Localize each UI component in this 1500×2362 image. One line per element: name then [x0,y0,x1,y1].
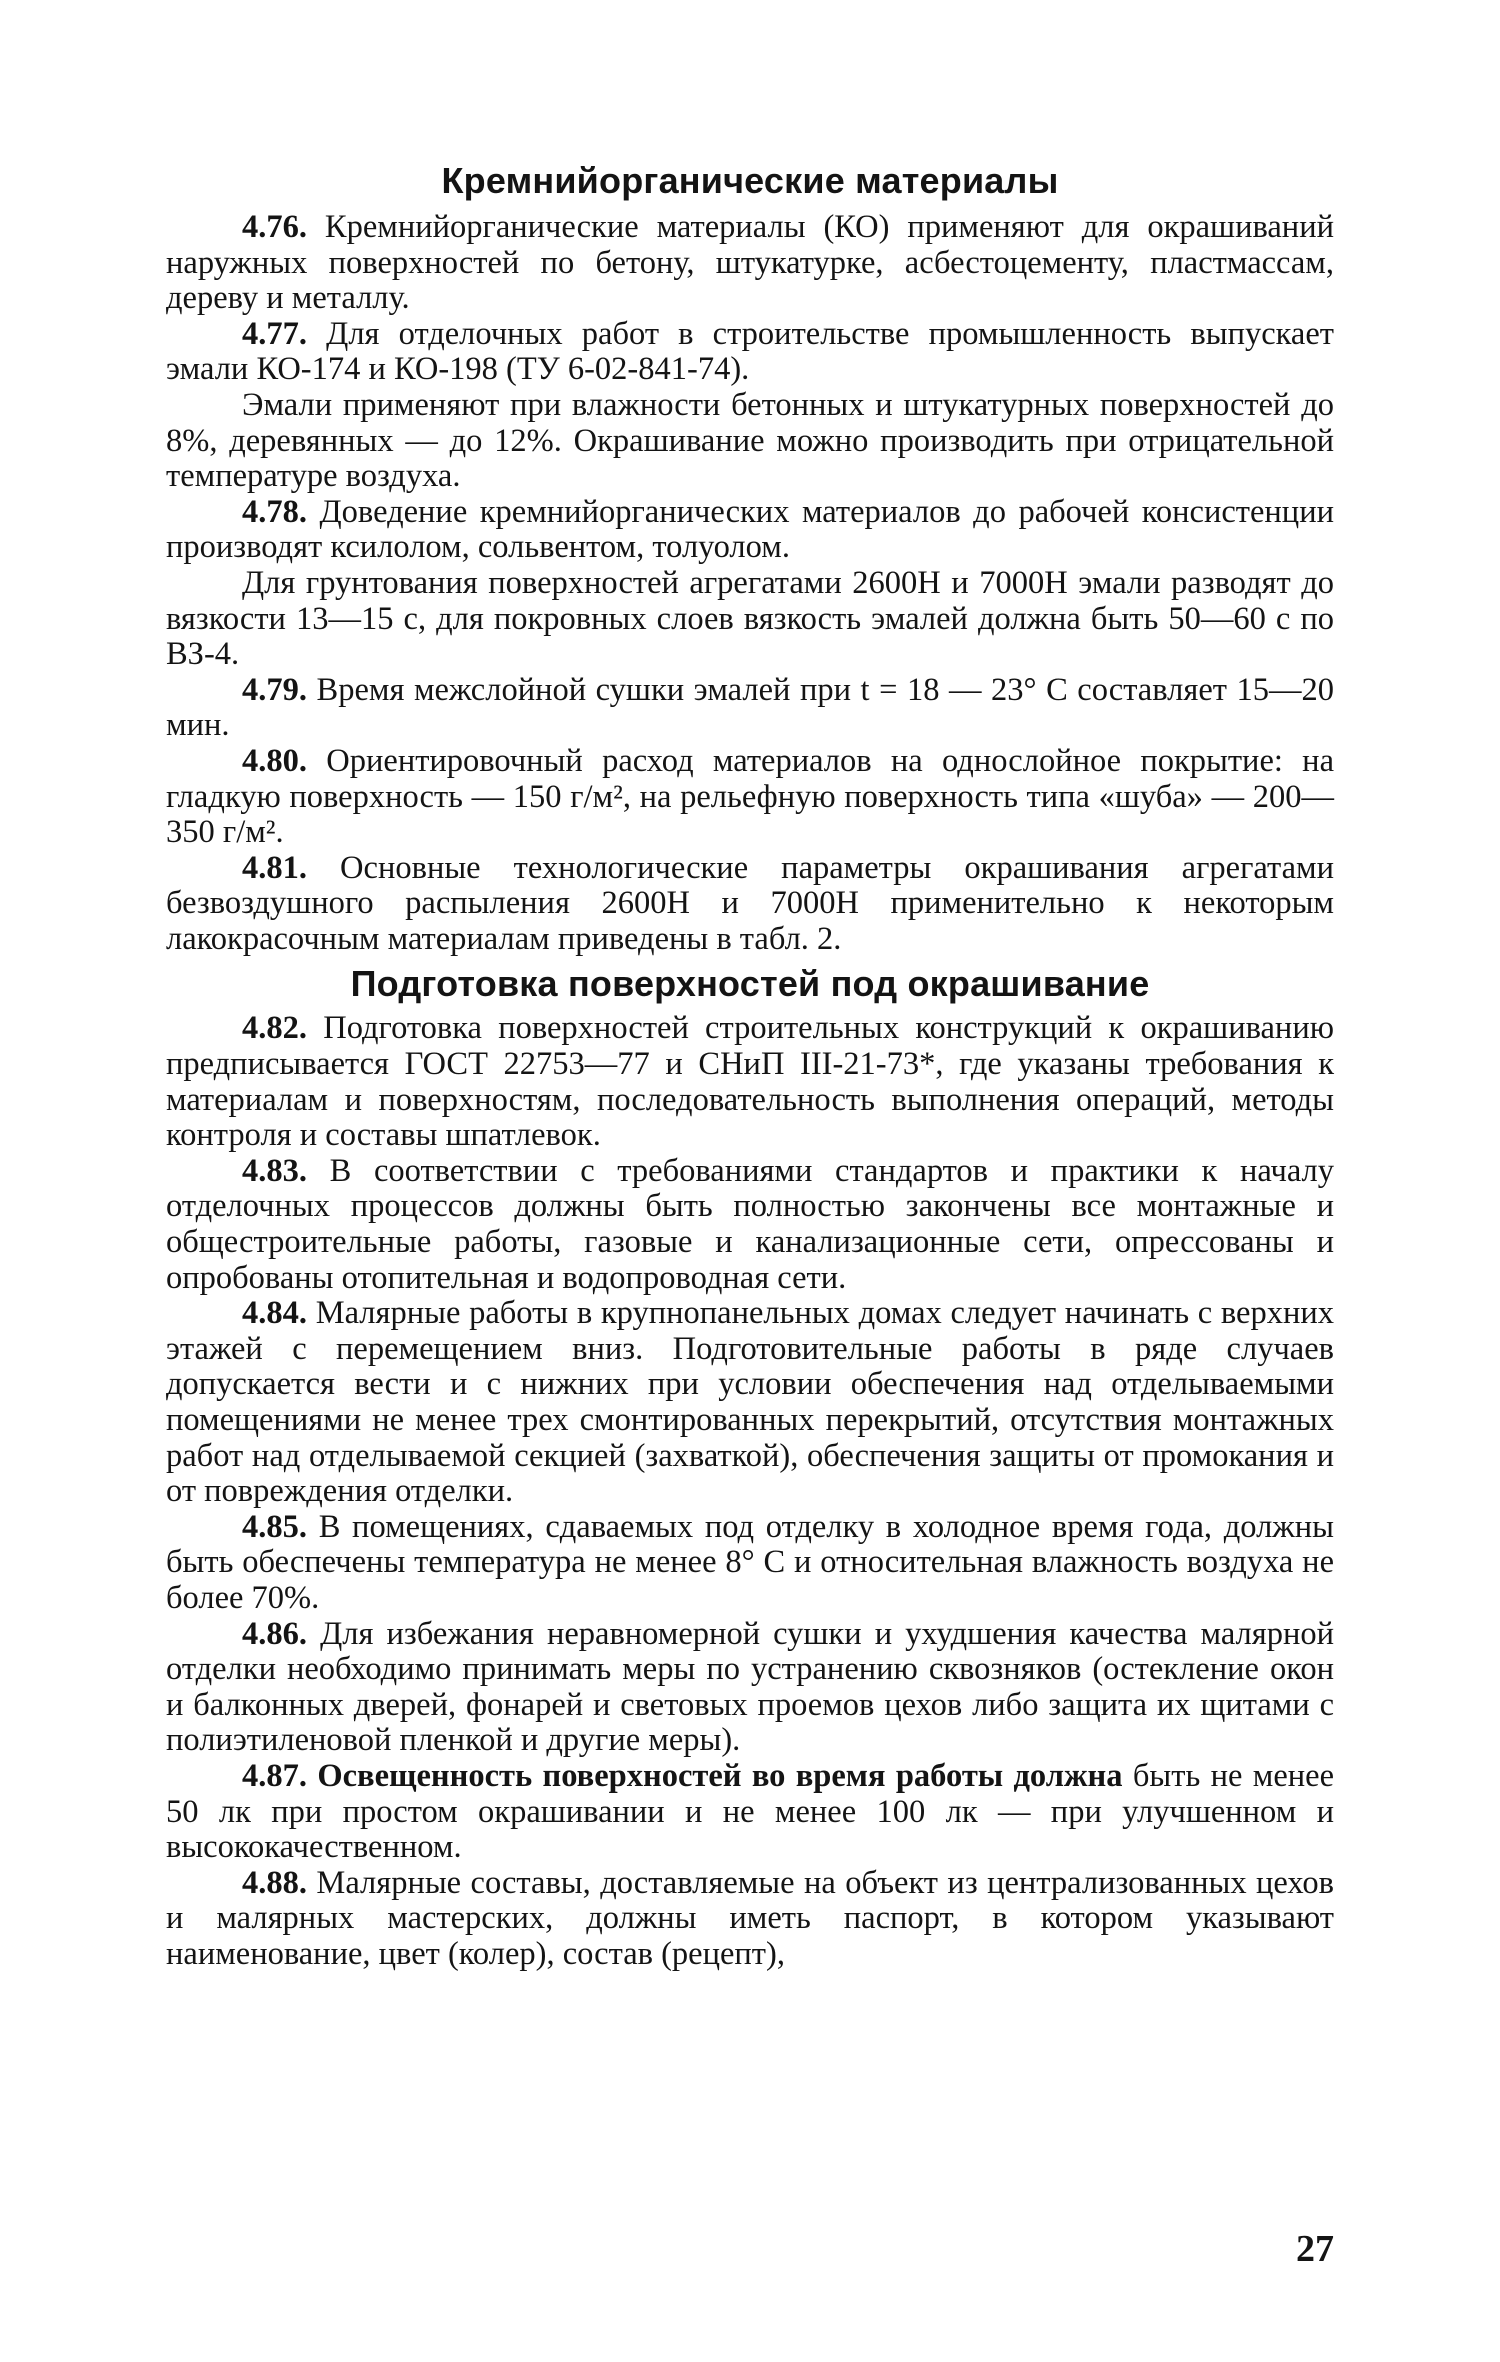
paragraph-4-86 [166,1617,1334,1759]
clause-number: 4.76. [242,209,307,245]
paragraph-4-83 [166,1154,1334,1296]
paragraph-4-77-cont [166,388,1334,495]
paragraph-4-84 [166,1296,1334,1510]
page-number: 27 [1296,2228,1334,2270]
section-heading-surface-preparation: Подготовка поверхностей под окрашивание [350,963,1150,1005]
paragraph-text: В соответствии с требованиями стандартов и практики к началу отделочных процессов должны быть полностью закончены все монтажные и общестроительные работы, газовые и канализационные сети, опрессованы и опробованы отопительная и водопроводная сети. [166,1152,1334,1296]
clause-number: 4.83. [242,1152,307,1189]
paragraph-text: Малярные работы в крупнопанельных домах следует начинать с верхних этажей с перемещением вниз. Подготовительные работы в ряде случаев допускается вести и с нижних при условии обеспечения над отделываемыми помещениями не менее трех смонтированных перекрытий, отсутствия монтажных работ над отделываемой секцией (захваткой), обеспечения защиты от промокания и от повреждения отделки. [166,1295,1334,1510]
paragraph-4-76 [166,210,1334,317]
document-page [166,160,1334,2270]
paragraph-4-78-cont [166,566,1334,673]
clause-number: 4.85. [242,1508,307,1545]
paragraph-4-80 [166,744,1334,851]
paragraph-text: Эмали применяют при влажности бетонных и штукатурных поверхностей до 8%, деревянных — до 12%. Окрашивание можно производить при отрицательной температуре воздуха. [166,386,1334,495]
clause-number: 4.84. [242,1295,307,1332]
clause-number: 4.87. [242,1757,307,1794]
paragraph-4-78 [166,495,1334,566]
paragraph-4-79 [166,673,1334,744]
clause-number: 4.88. [242,1864,307,1901]
paragraph-text: Основные технологические параметры окрашивания агрегатами безвоздушного распыления 2600Н и 7000Н применительно к некоторым лакокрасочным материалам приведены в табл. 2. [166,849,1334,957]
clause-number: 4.82. [242,1010,307,1047]
paragraph-text: В помещениях, сдаваемых под отделку в холодное время года, должны быть обеспечены температура не менее 8° С и относительная влажность воздуха не более 70%. [166,1508,1334,1616]
paragraph-text: Кремнийорганические материалы (КО) применяют для окрашиваний наружных поверхностей по бетону, штукатурке, асбестоцементу, пластмассам, дереву и металлу. [166,209,1334,317]
paragraph-text: Доведение кремнийорганических материалов до рабочей консистенции производят ксилолом, сольвентом, толуолом. [166,493,1334,566]
paragraph-4-88 [166,1866,1334,1973]
clause-number: 4.79. [242,671,307,708]
paragraph-text: быть не менее 50 лк при простом окрашивании и не менее 100 лк — при улучшенном и высококачественном. [166,1757,1334,1866]
clause-number: 4.81. [242,849,307,886]
paragraph-text: Для отделочных работ в строительстве промышленность выпускает эмали КО-174 и КО-198 (ТУ 6-02-841-74). [166,315,1334,388]
paragraph-4-87 [166,1759,1334,1866]
paragraph-4-81 [166,851,1334,958]
paragraph-text: Для избежания неравномерной сушки и ухудшения качества малярной отделки необходимо принимать меры по устранению сквозняков (остекление окон и балконных дверей, фонарей и световых проемов цехов либо защита их щитами с полиэтиленовой пленкой и другие меры). [166,1615,1334,1759]
paragraph-text: Время межслойной сушки эмалей при t = 18 — 23° С составляет 15—20 мин. [166,671,1334,744]
section-heading-organosilicon: Кремнийорганические материалы [441,160,1059,201]
paragraph-bold-text: Освещенность поверхностей во время работы должна [307,1757,1123,1794]
paragraph-text: Ориентировочный расход материалов на однослойное покрытие: на гладкую поверхность — 150 г/м², на рельефную поверхность типа «шуба» — 200—350 г/м². [166,742,1334,851]
paragraph-text: Для грунтования поверхностей агрегатами 2600Н и 7000Н эмали разводят до вязкости 13—15 с, для покровных слоев вязкость эмалей должна быть 50—60 с по ВЗ-4. [166,564,1334,673]
paragraph-text: Подготовка поверхностей строительных конструкций к окрашиванию предписывается ГОСТ 22753—77 и СНиП III-21-73*, где указаны требования к материалам и поверхностям, последовательность выполнения операций, методы контроля и составы шпатлевок. [166,1010,1334,1154]
paragraph-text: Малярные составы, доставляемые на объект из централизованных цехов и малярных мастерских, должны иметь паспорт, в котором указывают наименование, цвет (колер), состав (рецепт), [166,1864,1334,1972]
paragraph-4-85 [166,1510,1334,1617]
clause-number: 4.86. [242,1615,307,1652]
paragraph-4-82 [166,1011,1334,1153]
clause-number: 4.77. [242,315,307,352]
clause-number: 4.80. [242,742,307,779]
clause-number: 4.78. [242,493,307,530]
paragraph-4-77 [166,317,1334,388]
